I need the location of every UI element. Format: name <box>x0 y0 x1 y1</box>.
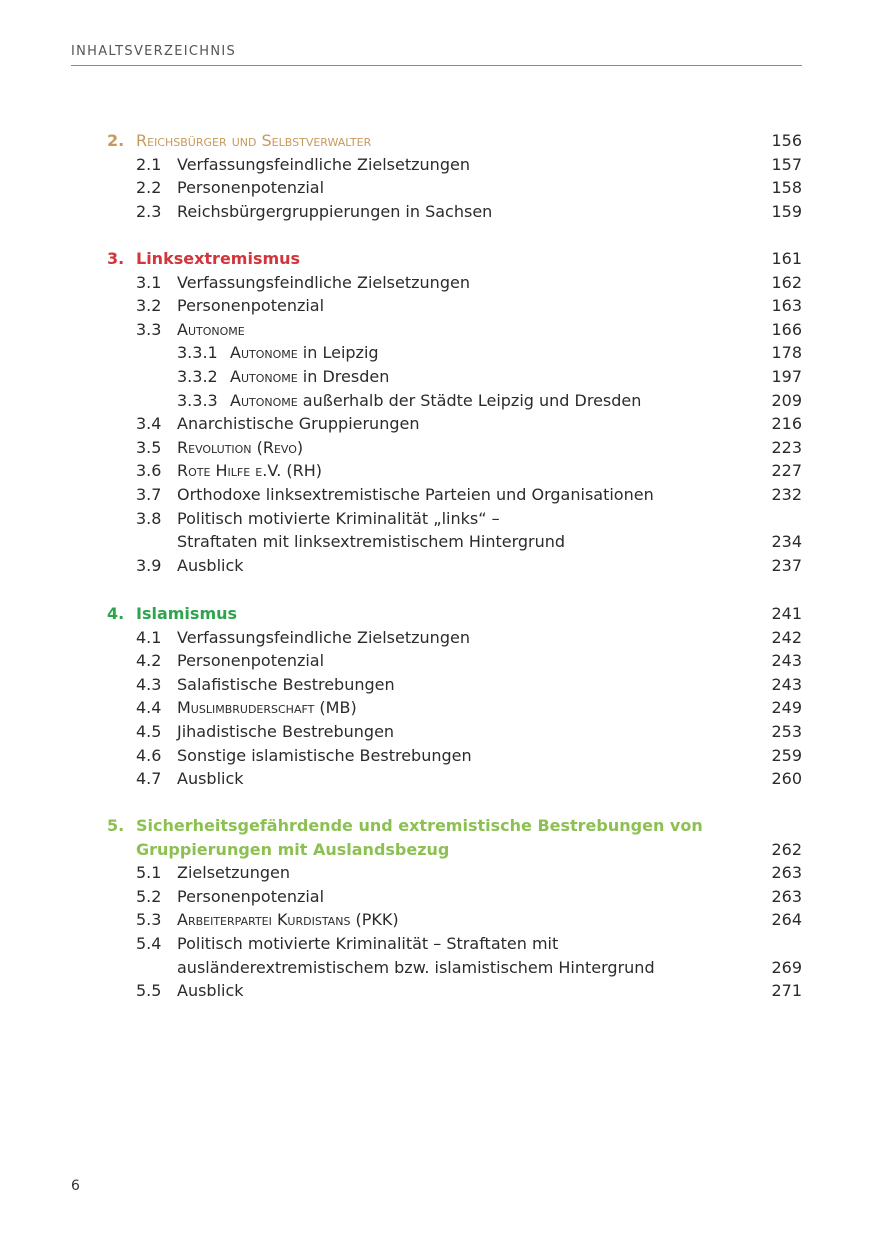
toc-entry[interactable] <box>107 201 802 223</box>
entry-number: 2.3 <box>136 201 162 221</box>
entry-title-text: Ausblick <box>177 981 244 1001</box>
page-ref: 161 <box>771 249 802 268</box>
entry-number: 4.3 <box>136 674 162 694</box>
page-ref: 227 <box>771 461 802 481</box>
entry-title-small-caps: Arbeiterpartei Kurdistans <box>177 910 351 930</box>
entry-title-text: (MB) <box>314 698 357 718</box>
entry-title-text: Verfassungsfeindliche Zielsetzungen <box>177 272 470 292</box>
toc-entry[interactable] <box>107 484 802 506</box>
entry-number: 3.5 <box>136 437 162 457</box>
page-ref: 166 <box>771 319 802 339</box>
page-ref: 157 <box>771 154 802 174</box>
entry-title <box>177 745 472 767</box>
entry-title-small-caps: Revolution (Revo) <box>177 437 304 457</box>
entry-number: 4.2 <box>136 651 162 671</box>
toc-entry[interactable] <box>107 295 802 317</box>
page-ref: 249 <box>771 698 802 718</box>
page-ref: 158 <box>771 178 802 198</box>
entry-number: 3.4 <box>136 414 162 434</box>
entry-title <box>177 177 324 199</box>
entry-title-text: Ausblick <box>177 769 244 789</box>
page-ref: 209 <box>771 390 802 410</box>
entry-title-small-caps: Autonome <box>230 390 298 410</box>
page-ref: 232 <box>771 485 802 504</box>
chapter-number: 3. <box>107 249 125 268</box>
entry-title <box>177 980 244 1002</box>
page-ref: 253 <box>771 722 802 741</box>
entry-title <box>177 933 558 955</box>
entry-title <box>177 437 303 459</box>
entry-title <box>177 674 395 696</box>
entry-title-text: Zielsetzungen <box>177 863 290 883</box>
page-ref: 163 <box>771 296 802 316</box>
chapter-title: Islamismus <box>136 604 238 623</box>
entry-title <box>177 508 500 530</box>
toc-entry[interactable] <box>107 437 802 459</box>
page-ref: 241 <box>771 604 802 623</box>
page-ref: 259 <box>771 745 802 765</box>
entry-title-small-caps: Muslimbruderschaft <box>177 698 315 718</box>
toc-entry[interactable] <box>107 460 802 482</box>
entry-title <box>177 413 419 435</box>
entry-number: 3.3 <box>136 319 162 339</box>
entry-title <box>177 909 399 931</box>
page-ref: 223 <box>771 437 802 457</box>
entry-number: 3.3.1 <box>177 343 218 363</box>
toc-entry[interactable] <box>107 319 802 341</box>
chapter-heading[interactable] <box>107 815 802 837</box>
toc-entry[interactable] <box>107 862 802 884</box>
toc-entry[interactable] <box>107 697 802 719</box>
chapter-number: 2. <box>107 131 125 150</box>
chapter-heading[interactable] <box>107 130 802 152</box>
chapter-number: 4. <box>107 604 125 623</box>
toc-entry[interactable] <box>107 272 802 294</box>
entry-title-text: Personenpotenzial <box>177 296 325 316</box>
entry-title <box>177 460 322 482</box>
entry-number: 3.1 <box>136 272 162 292</box>
entry-title-text: in Dresden <box>297 367 390 386</box>
entry-number: 4.7 <box>136 769 162 789</box>
entry-title-text: (PKK) <box>350 910 399 930</box>
chapter-title: Sicherheitsgefährdende und extremistische Bestrebungen von <box>136 816 703 835</box>
entry-title-text: Reichsbürgergruppierungen in Sachsen <box>177 201 493 221</box>
entry-title <box>177 295 324 317</box>
entry-number: 2.1 <box>136 154 162 174</box>
entry-title <box>177 862 290 884</box>
toc-entry[interactable] <box>107 886 802 908</box>
entry-title-continued: ausländerextremistischem bzw. islamistischem Hintergrund <box>177 957 655 977</box>
toc-subentry[interactable] <box>107 342 802 364</box>
page-ref: 159 <box>771 201 802 221</box>
toc-entry[interactable] <box>107 154 802 176</box>
entry-title-text: Anarchistische Gruppierungen <box>177 414 420 434</box>
entry-title <box>177 319 245 341</box>
toc-entry[interactable] <box>107 674 802 696</box>
toc-entry-continued[interactable] <box>107 957 802 979</box>
entry-title-small-caps: Rote Hilfe e. <box>177 461 268 481</box>
page-ref: 234 <box>771 532 802 552</box>
entry-number: 5.5 <box>136 981 162 1001</box>
entry-title-text: Personenpotenzial <box>177 651 325 671</box>
chapter-title: Linksextremismus <box>136 249 301 268</box>
entry-title-text: Verfassungsfeindliche Zielsetzungen <box>177 627 470 647</box>
page-ref: 178 <box>771 343 802 363</box>
entry-title-text: in Leipzig <box>297 343 379 363</box>
entry-title <box>177 886 324 908</box>
entry-title <box>177 154 470 176</box>
toc-entry[interactable] <box>107 768 802 790</box>
entry-number: 3.3.2 <box>177 367 218 386</box>
toc-entry[interactable] <box>107 177 802 199</box>
entry-number: 3.8 <box>136 508 162 528</box>
page-number: 6 <box>71 1178 80 1194</box>
page-ref: 243 <box>771 674 802 694</box>
entry-title-text: Orthodoxe linksextremistische Parteien und Organisationen <box>177 485 654 504</box>
running-header: INHALTSVERZEICHNIS <box>71 44 237 59</box>
entry-title <box>177 697 357 719</box>
toc-entry[interactable] <box>107 909 802 931</box>
toc-subentry[interactable] <box>107 366 802 388</box>
entry-title <box>230 366 389 388</box>
page-ref: 216 <box>771 414 802 434</box>
toc-entry[interactable] <box>107 508 802 530</box>
header-rule <box>71 65 802 66</box>
page-ref: 162 <box>771 272 802 292</box>
entry-title <box>177 272 470 294</box>
toc-entry[interactable] <box>107 650 802 672</box>
entry-title-small-caps: Autonome <box>177 319 245 339</box>
page-ref: 242 <box>771 627 802 647</box>
page-ref: 260 <box>771 769 802 789</box>
entry-number: 5.1 <box>136 863 162 883</box>
page-ref: 264 <box>771 910 802 930</box>
entry-title-text: Salafistische Bestrebungen <box>177 674 395 694</box>
page-ref: 243 <box>771 651 802 671</box>
chapter-heading[interactable] <box>107 603 802 625</box>
entry-title-text: V. (RH) <box>267 461 323 481</box>
entry-title-text: Verfassungsfeindliche Zielsetzungen <box>177 154 470 174</box>
toc-subentry[interactable] <box>107 390 802 412</box>
page-ref: 271 <box>771 981 802 1001</box>
toc-entry[interactable] <box>107 980 802 1002</box>
entry-number: 4.1 <box>136 627 162 647</box>
entry-title-text: Politisch motivierte Kriminalität – Straftaten mit <box>177 934 559 953</box>
page-ref: 197 <box>771 367 802 386</box>
toc-entry[interactable] <box>107 721 802 743</box>
entry-number: 3.2 <box>136 296 162 316</box>
entry-number: 3.9 <box>136 555 162 575</box>
entry-number: 2.2 <box>136 178 162 198</box>
entry-title <box>177 627 470 649</box>
entry-title-small-caps: Autonome <box>230 343 298 363</box>
entry-title <box>230 342 379 364</box>
entry-number: 3.6 <box>136 461 162 481</box>
entry-title-text: Personenpotenzial <box>177 886 325 906</box>
entry-title-text: Jihadistische Bestrebungen <box>177 722 395 741</box>
entry-title <box>230 390 641 412</box>
entry-number: 4.5 <box>136 722 162 741</box>
toc-entry-continued[interactable] <box>107 531 802 553</box>
entry-title <box>177 484 654 506</box>
page-ref: 269 <box>771 957 802 977</box>
toc-entry[interactable] <box>107 933 802 955</box>
page-ref: 263 <box>771 863 802 883</box>
chapter-title-continued: Gruppierungen mit Auslandsbezug <box>136 839 450 859</box>
page-ref: 263 <box>771 886 802 906</box>
chapter-number: 5. <box>107 816 125 835</box>
toc-entry[interactable] <box>107 413 802 435</box>
entry-title-continued: Straftaten mit linksextremistischem Hintergrund <box>177 532 566 552</box>
entry-title-text: Politisch motivierte Kriminalität „links“ – <box>177 508 500 528</box>
entry-title <box>177 721 394 743</box>
entry-number: 5.2 <box>136 886 162 906</box>
entry-title <box>177 201 492 223</box>
entry-title-text: Sonstige islamistische Bestrebungen <box>177 745 472 765</box>
entry-number: 5.4 <box>136 934 162 953</box>
entry-number: 4.6 <box>136 745 162 765</box>
entry-title-small-caps: Autonome <box>230 367 298 386</box>
chapter-heading-continued[interactable] <box>107 839 802 861</box>
entry-title-text: Ausblick <box>177 555 244 575</box>
chapter-heading[interactable] <box>107 248 802 270</box>
toc-entry[interactable] <box>107 627 802 649</box>
entry-number: 5.3 <box>136 910 162 930</box>
toc-entry[interactable] <box>107 555 802 577</box>
chapter-title: Reichsbürger und Selbstverwalter <box>136 131 372 150</box>
entry-title-text: Personenpotenzial <box>177 178 325 198</box>
page-ref: 237 <box>771 555 802 575</box>
page-ref: 262 <box>771 839 802 859</box>
entry-number: 3.7 <box>136 485 162 504</box>
entry-title-text: außerhalb der Städte Leipzig und Dresden <box>297 390 642 410</box>
entry-title <box>177 555 244 577</box>
toc-entry[interactable] <box>107 745 802 767</box>
entry-number: 4.4 <box>136 698 162 718</box>
entry-number: 3.3.3 <box>177 390 218 410</box>
entry-title <box>177 650 324 672</box>
page-ref: 156 <box>771 131 802 150</box>
entry-title <box>177 768 244 790</box>
